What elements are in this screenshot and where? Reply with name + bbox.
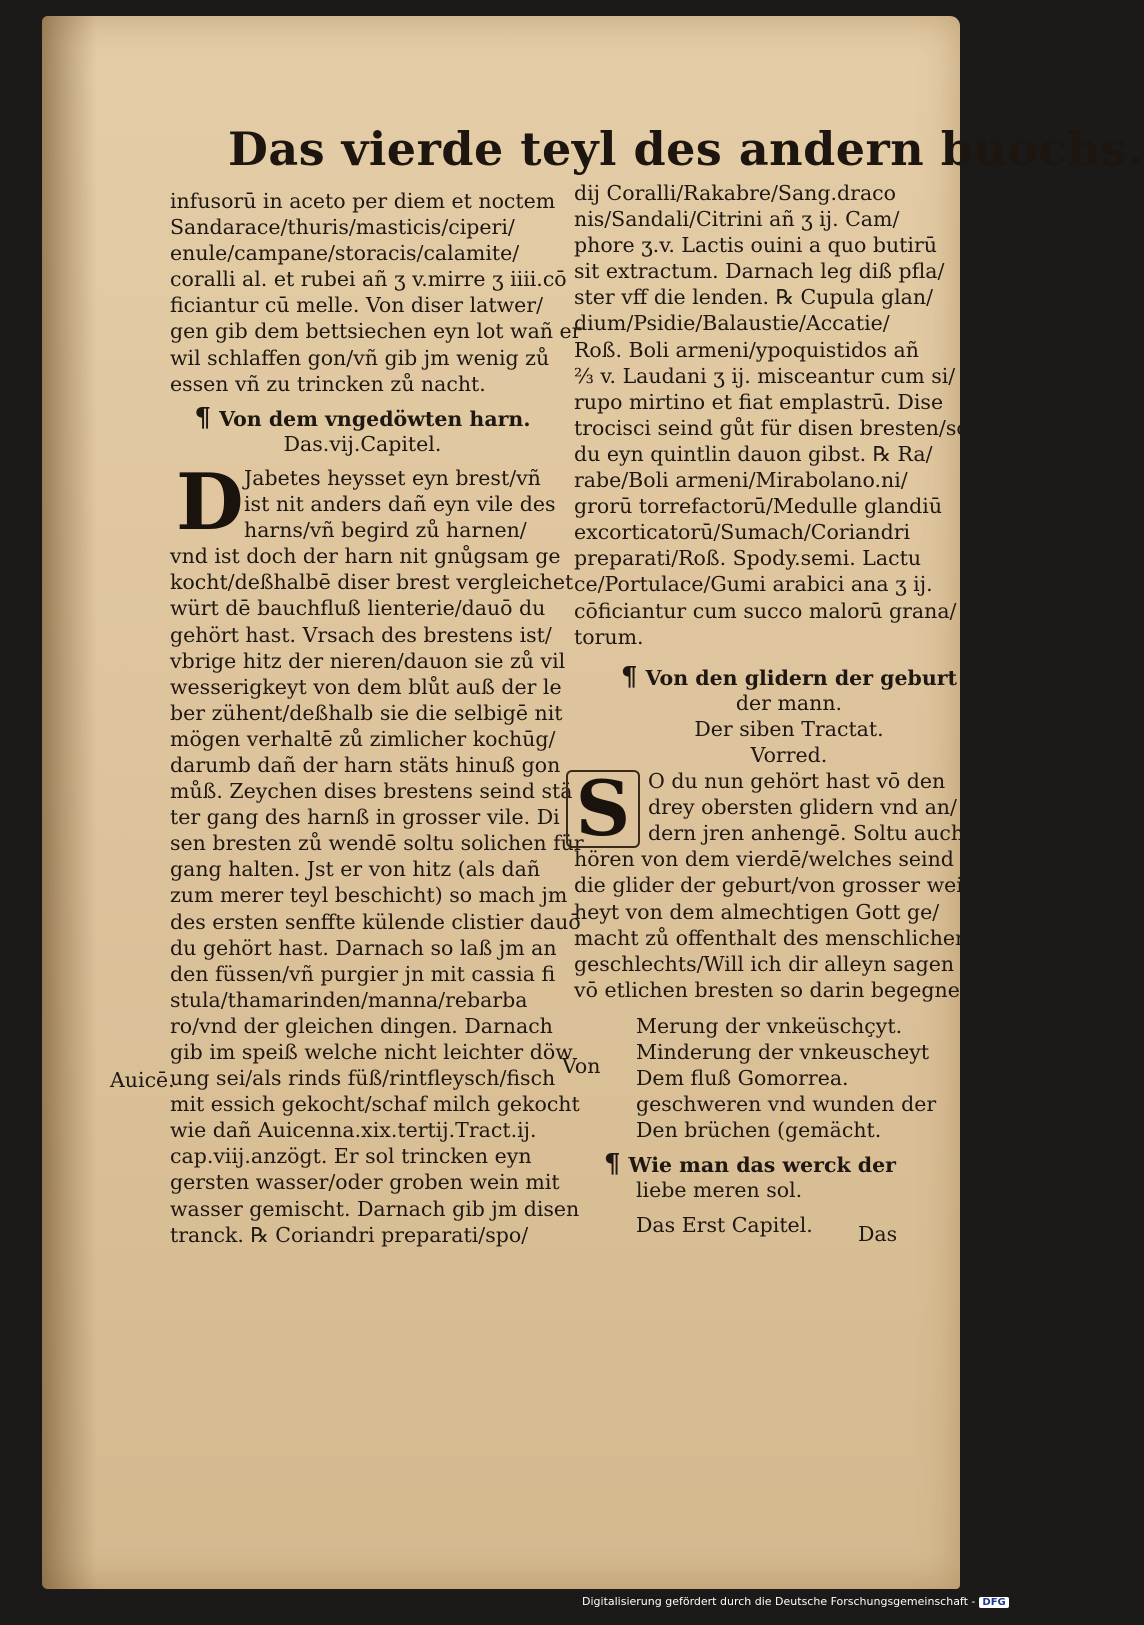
text-line: dern jren anhengē. Soltu auch: [648, 821, 965, 846]
text-line: gen gib dem bettsiechen eyn lot wañ er: [170, 319, 582, 344]
text-line: Den brüchen (gemächt.: [636, 1118, 882, 1143]
text-line: ung sei/als rinds füß/rintfleysch/fisch: [170, 1066, 556, 1091]
text-line: rupo mirtino et fiat emplastrū. Dise: [574, 389, 944, 414]
text-line: ter gang des harnß in grosser vile. Di: [170, 805, 560, 830]
text-line: zum merer teyl beschicht) so mach jm: [170, 883, 568, 908]
text-line: die glider der geburt/von grosser weiß: [574, 873, 977, 898]
text-line: můß. Zeychen dises brestens seind stä: [170, 779, 573, 804]
text-line: phore ʒ.v. Lactis ouini a quo butirū: [574, 233, 937, 258]
text-line: macht zů offenthalt des menschlichen: [574, 925, 969, 950]
text-line: coralli al. et rubei añ ʒ v.mirre ʒ iiii.cō: [170, 267, 567, 292]
right-heading2-line2: liebe meren sol.: [636, 1178, 803, 1203]
text-line: Jabetes heysset eyn brest/vñ: [244, 465, 541, 490]
right-heading-line2: der mann.: [735, 690, 843, 715]
text-line: gib im speiß welche nicht leichter döw: [170, 1040, 573, 1064]
text-line: rabe/Boli armeni/Mirabolano.ni/: [574, 468, 908, 493]
text-line: würt dē bauchfluß lienterie/dauō du: [170, 596, 546, 621]
text-line: stula/thamarinden/manna/rebarba: [170, 987, 528, 1012]
text-line: ce/Portulace/Gumi arabici ana ʒ ij.: [574, 572, 933, 597]
text-line: sit extractum. Darnach leg diß pfla/: [574, 259, 945, 284]
text-line: Dem fluß Gomorrea.: [636, 1066, 849, 1091]
brace-label: Von: [562, 1053, 601, 1078]
text-line: mit essich gekocht/schaf milch gekocht: [170, 1092, 580, 1117]
right-section-heading: [574, 661, 964, 692]
text-line: geschweren vnd wunden der: [636, 1092, 937, 1117]
chapter-title: Das Erst Capitel.: [636, 1212, 813, 1237]
text-line: Merung der vnkeüschçyt.: [636, 1013, 903, 1038]
text-line: gang halten. Jst er von hitz (als dañ: [170, 857, 541, 882]
text-line: gersten wasser/oder groben wein mit: [170, 1170, 560, 1195]
text-line: Roß. Boli armeni/ypoquistidos añ: [574, 337, 919, 362]
dropcap-s-icon: S: [566, 770, 640, 848]
text-line: vbrige hitz der nieren/dauon sie zů vil: [170, 648, 566, 673]
right-dropcap-block: [574, 764, 965, 854]
text-line: vnd ist doch der harn nit gnůgsam ge: [170, 544, 561, 569]
dropcap-d-icon: D: [176, 456, 244, 548]
text-line: wesserigkeyt von dem blůt auß der le: [170, 674, 562, 699]
text-line: tranck. ℞ Coriandri preparati/spo/: [170, 1222, 529, 1247]
text-line: cap.viij.anzögt. Er sol trincken eyn: [170, 1144, 532, 1169]
left-column: [170, 188, 584, 1248]
text-line: Minderung der vnkeuscheyt: [636, 1040, 930, 1064]
brace-list: [562, 1013, 964, 1143]
right-column: [562, 180, 977, 1238]
right-heading-line1: Von den glidern der geburt: [645, 665, 958, 690]
text-line: ist nit anders dañ eyn vile des: [244, 492, 556, 517]
text-line: kocht/deßhalbē diser brest vergleichet: [170, 570, 574, 595]
text-line: excorticatorū/Sumach/Coriandri: [574, 520, 911, 545]
text-line: ⅔ v. Laudani ʒ ij. misceantur cum si/: [574, 363, 956, 388]
pilcrow-icon: ¶: [194, 402, 212, 433]
text-line: du eyn quintlin dauon gibst. ℞ Ra/: [574, 441, 933, 466]
pilcrow-icon: ¶: [620, 661, 638, 692]
pilcrow-icon: ¶: [604, 1149, 621, 1180]
text-line: dij Coralli/Rakabre/Sang.draco: [574, 181, 896, 205]
text-line: infusorū in aceto per diem et noctem: [170, 189, 556, 213]
text-line: gehört hast. Vrsach des brestens ist/: [170, 622, 552, 647]
margin-note: Auicē.: [110, 1068, 175, 1092]
text-line: drey obersten glidern vnd an/: [648, 795, 957, 820]
left-chapter-heading: [170, 402, 555, 433]
text-line: trocisci seind gůt für disen bresten/so: [574, 415, 969, 440]
text-line: essen vñ zu trincken zů nacht.: [170, 371, 486, 396]
tractate-title: Der siben Tractat.: [694, 716, 884, 741]
text-line: enule/campane/storacis/calamite/: [170, 241, 520, 266]
text-line: ficiantur cū melle. Von diser latwer/: [170, 293, 543, 318]
right-top-text: [574, 180, 969, 650]
left-heading-line1: Von dem vngedöwten harn.: [219, 406, 531, 431]
text-line: mögen verhaltē zů zimlicher kochūg/: [170, 726, 556, 751]
text-line: vō etlichen bresten so darin begegnet.: [574, 977, 975, 1002]
text-line: torum.: [574, 624, 644, 649]
text-line: harns/vñ begird zů harnen/: [244, 518, 527, 543]
left-chapter-number: Das.vij.Capitel.: [283, 431, 442, 456]
footer-text: Digitalisierung gefördert durch die Deutsche Forschungsgemeinschaft -: [582, 1595, 976, 1608]
text-line: Sandarace/thuris/masticis/ciperi/: [170, 215, 515, 240]
right-heading2-line1: Wie man das werck der: [628, 1153, 896, 1178]
footer-credit: [582, 1595, 1009, 1608]
dfg-logo: DFG: [979, 1597, 1008, 1608]
brace-items: [574, 1013, 964, 1143]
text-line: den füssen/vñ purgier jn mit cassia fi: [170, 961, 556, 986]
text-line: ber zühent/deßhalb sie die selbigē nit: [170, 700, 563, 725]
text-line: grorū torrefactorū/Medulle glandiū: [574, 494, 943, 519]
text-line: du gehört hast. Darnach so laß jm an: [170, 935, 557, 960]
text-line: wie dañ Auicenna.xix.tertij.Tract.ij.: [170, 1118, 537, 1143]
preface-title: Vorred.: [750, 742, 828, 767]
catchword: Das: [858, 1222, 898, 1246]
text-line: cōficiantur cum succo malorū grana/: [574, 598, 957, 623]
text-line: dium/Psidie/Balaustie/Accatie/: [574, 311, 890, 336]
text-line: ro/vnd der gleichen dingen. Darnach: [170, 1013, 553, 1038]
text-line: sen bresten zů wendē soltu solichen für: [170, 831, 584, 856]
text-line: darumb dañ der harn stäts hinuß gon: [170, 752, 561, 777]
text-line: preparati/Roß. Spody.semi. Lactu: [574, 546, 922, 571]
text-line: wasser gemischt. Darnach gib jm disen: [170, 1196, 580, 1221]
right-heading2: [574, 1149, 964, 1180]
left-top-text: [170, 188, 582, 397]
right-body-text: [574, 846, 977, 1003]
text-line: des ersten senffte külende clistier dauō: [170, 909, 581, 934]
text-line: ster vff die lenden. ℞ Cupula glan/: [574, 285, 933, 310]
left-dropcap-block: [170, 456, 556, 548]
text-line: wil schlaffen gon/vñ gib jm wenig zů: [170, 345, 550, 370]
running-header: Das vierde teyl des andern buochs.: [228, 122, 1144, 176]
text-line: nis/Sandali/Citrini añ ʒ ij. Cam/: [574, 207, 900, 232]
text-line: geschlechts/Will ich dir alleyn sagen: [574, 951, 955, 976]
text-line: hören von dem vierdē/welches seind: [574, 847, 954, 872]
text-line: heyt von dem almechtigen Gott ge/: [574, 899, 940, 924]
left-body-text: [170, 543, 584, 1248]
text-line: O du nun gehört hast vō den: [648, 769, 946, 794]
page-gutter-shadow: [42, 16, 97, 1589]
